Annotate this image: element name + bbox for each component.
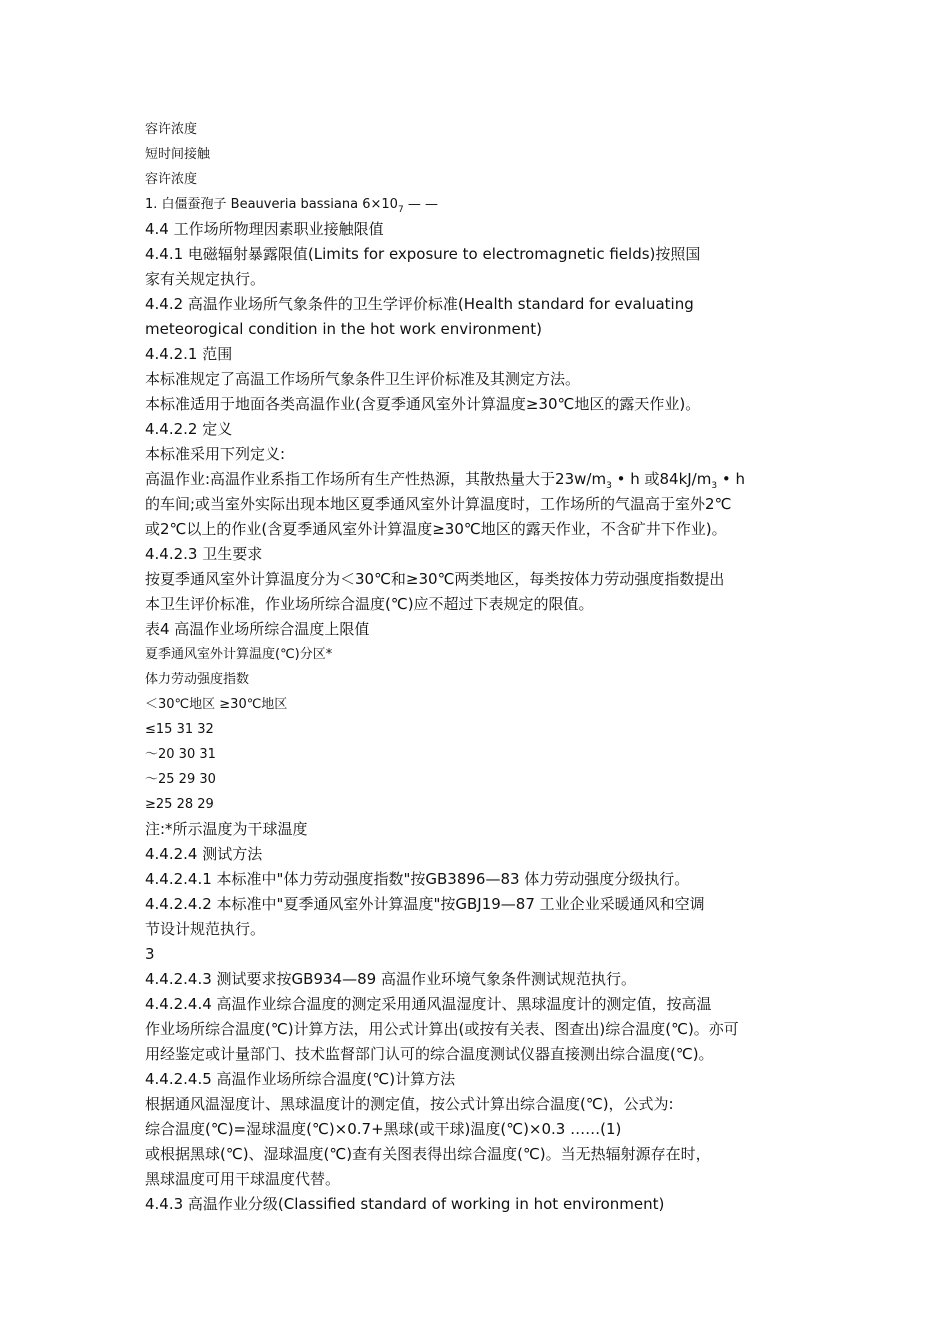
text-line: 本标准采用下列定义: [145,445,286,463]
table-header: 夏季通风室外计算温度(℃)分区* [145,647,333,662]
text-line: 用经鉴定或计量部门、技术监督部门认可的综合温度测试仪器直接测出综合温度(℃)。 [145,1045,714,1063]
text-line: 4.4.2.4.1 本标准中"体力劳动强度指数"按GB3896—83 体力劳动强度分级执行。 [145,870,690,888]
subscript: 3 [711,481,718,491]
text-line: 4.4.2 高温作业场所气象条件的卫生学评价标准(Health standard for evaluating [145,295,694,313]
text-fragment: 1. 白僵蚕孢子 Beauveria bassiana 6×10 [145,197,398,212]
formula-line: 综合温度(℃)=湿球温度(℃)×0.7+黑球(或干球)温度(℃)×0.3 ……(1) [145,1120,622,1138]
text-line: 家有关规定执行。 [145,270,266,288]
text-line: 按夏季通风室外计算温度分为＜30℃和≥30℃两类地区，每类按体力劳动强度指数提出 [145,570,725,588]
text-line: 容许浓度 [145,122,198,137]
text-fragment: • h 或84kJ/m [616,470,712,488]
text-fragment: 高温作业:高温作业系指工作场所有生产性热源，其散热量大于23w/m [145,470,607,488]
table-row: ～25 29 30 [145,772,216,787]
section-heading: 4.4.2.2 定义 [145,420,233,438]
text-line: meteorogical condition in the hot work environment) [145,320,542,338]
section-heading: 4.4.2.4 测试方法 [145,845,263,863]
text-line: 容许浓度 [145,172,198,187]
text-line [145,192,825,217]
text-line: 节设计规范执行。 [145,920,266,938]
text-line: 4.4.1 电磁辐射暴露限值(Limits for exposure to electromagnetic fields)按照国 [145,245,701,263]
section-heading: 4.4 工作场所物理因素职业接触限值 [145,220,384,238]
text-line: 短时间接触 [145,147,211,162]
text-line: 本标准适用于地面各类高温作业(含夏季通风室外计算温度≥30℃地区的露天作业)。 [145,395,701,413]
table-row: ～20 30 31 [145,747,216,762]
section-heading: 4.4.2.1 范围 [145,345,233,363]
section-heading: 4.4.2.3 卫生要求 [145,545,263,563]
section-heading: 4.4.2.4.5 高温作业场所综合温度(℃)计算方法 [145,1070,456,1088]
text-fragment: — — [407,197,438,212]
text-line: 作业场所综合温度(℃)计算方法，用公式计算出(或按有关表、图查出)综合温度(℃)。亦可 [145,1020,739,1038]
text-line: 4.4.2.4.3 测试要求按GB934—89 高温作业环境气象条件测试规范执行。 [145,970,636,988]
text-line: 的车间;或当室外实际出现本地区夏季通风室外计算温度时，工作场所的气温高于室外2℃ [145,495,732,513]
table-caption: 表4 高温作业场所综合温度上限值 [145,620,370,638]
text-line: 根据通风温湿度计、黑球温度计的测定值，按公式计算出综合温度(℃)，公式为: [145,1095,674,1113]
section-heading: 4.4.3 高温作业分级(Classified standard of working in hot environment) [145,1195,665,1213]
table-row: ≥25 28 29 [145,797,214,812]
text-line: 4.4.2.4.4 高温作业综合温度的测定采用通风温湿度计、黑球温度计的测定值，按高温 [145,995,712,1013]
table-header: ＜30℃地区 ≥30℃地区 [145,697,288,712]
text-fragment: • h [721,470,745,488]
document-page [145,117,825,1217]
table-row: ≤15 31 32 [145,722,214,737]
table-note: 注:*所示温度为干球温度 [145,820,308,838]
text-line: 4.4.2.4.2 本标准中"夏季通风室外计算温度"按GBJ19—87 工业企业采暖通风和空调 [145,895,705,913]
text-line: 本标准规定了高温工作场所气象条件卫生评价标准及其测定方法。 [145,370,581,388]
text-line: 或2℃以上的作业(含夏季通风室外计算温度≥30℃地区的露天作业，不含矿井下作业)。 [145,520,727,538]
text-line: 或根据黑球(℃)、湿球温度(℃)查有关图表得出综合温度(℃)。当无热辐射源存在时， [145,1145,711,1163]
text-line: 黑球温度可用干球温度代替。 [145,1170,341,1188]
subscript: 7 [397,205,404,215]
subscript: 3 [606,481,612,491]
text-line: 本卫生评价标准，作业场所综合温度(℃)应不超过下表规定的限值。 [145,595,594,613]
table-header: 体力劳动强度指数 [145,672,250,687]
text-line [145,467,825,492]
page-number: 3 [145,945,155,963]
